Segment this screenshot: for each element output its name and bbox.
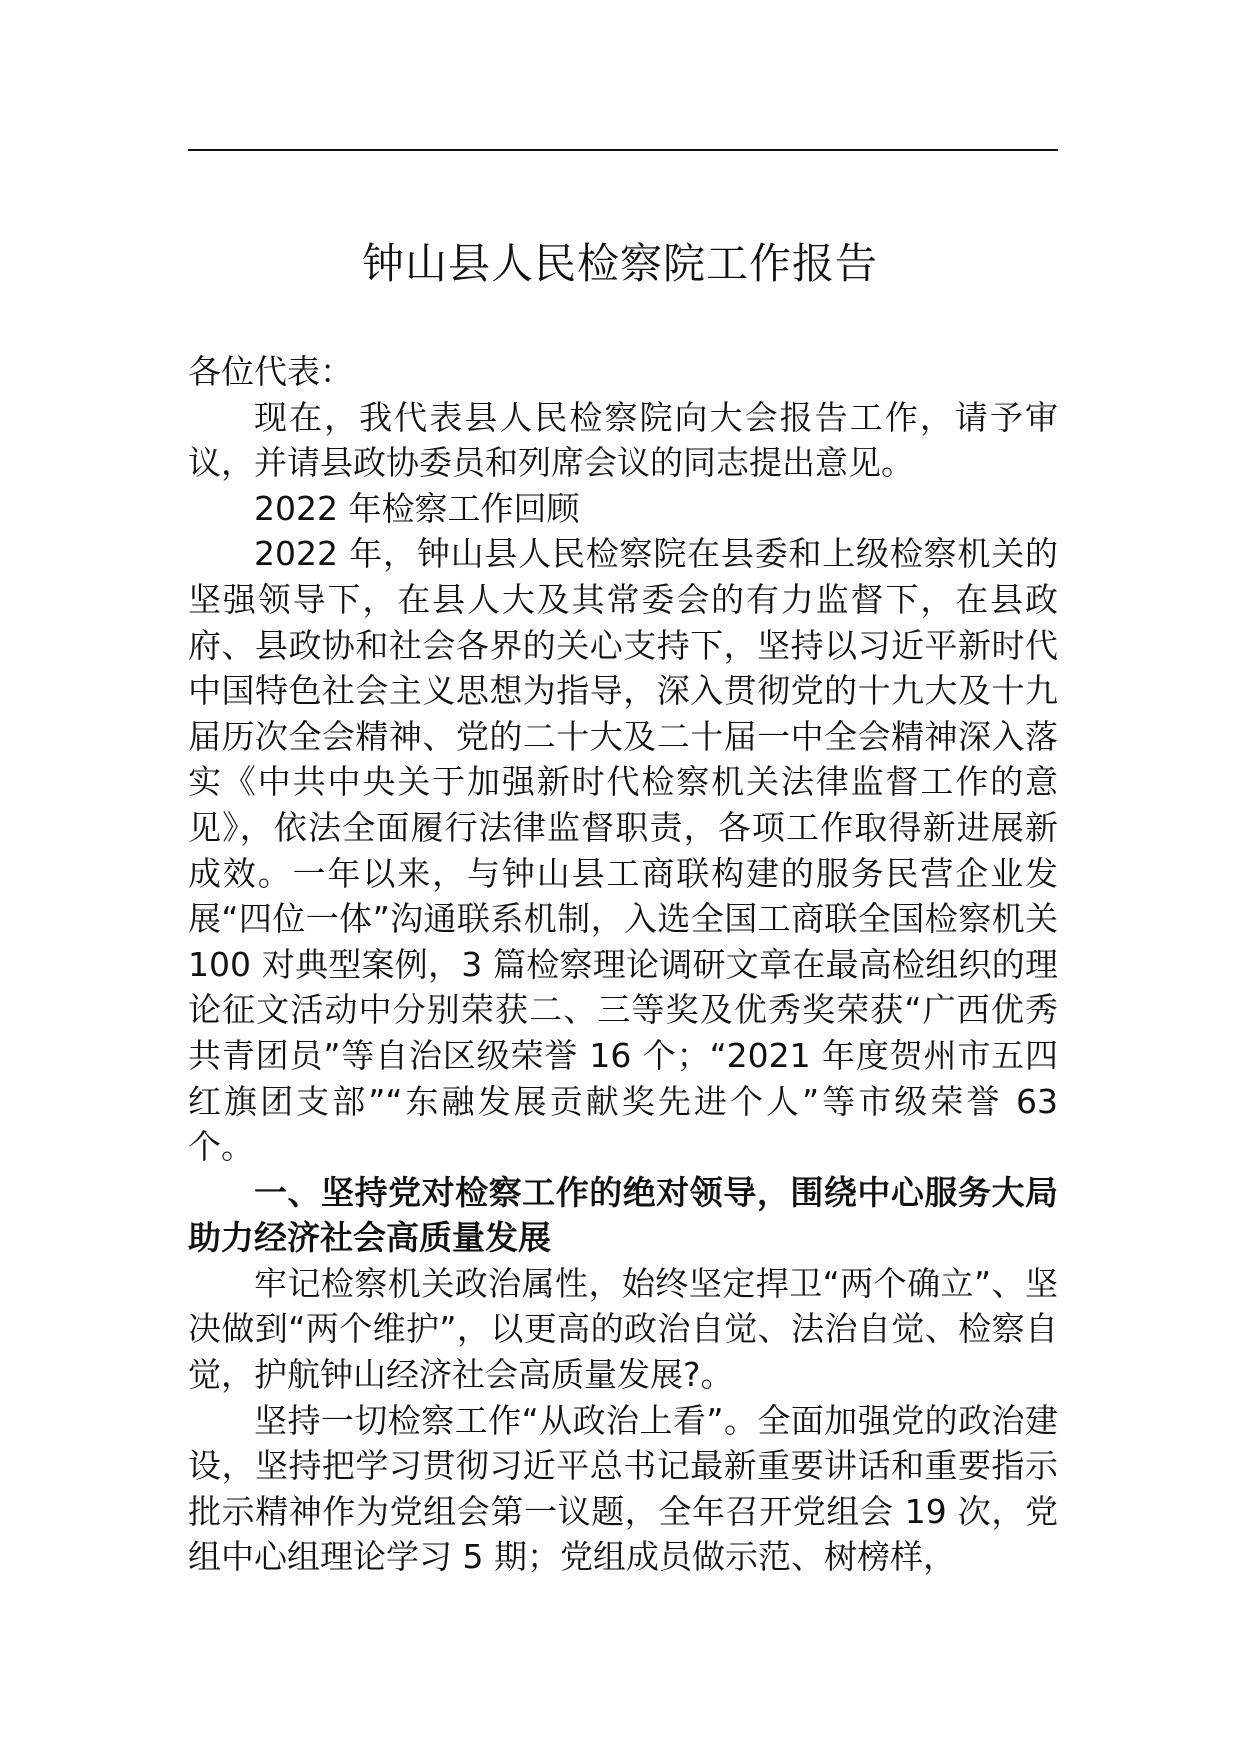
header-rule: [188, 149, 1058, 151]
opening-paragraph: 现在，我代表县人民检察院向大会报告工作，请予审议，并请县政协委员和列席会议的同志提出意见。: [188, 397, 1058, 483]
document-body: [188, 349, 1058, 1580]
section-heading-one: 一、坚持党对检察工作的绝对领导，围绕中心服务大局助力经济社会高质量发展: [188, 1172, 1058, 1258]
salutation: 各位代表：: [188, 352, 353, 391]
document-title: 钟山县人民检察院工作报告: [361, 239, 878, 288]
section-heading-review: 2022 年检察工作回顾: [254, 488, 580, 528]
politics-first-paragraph: 坚持一切检察工作“从政治上看”。全面加强党的政治建设，坚持把学习贯彻习近平总书记最新重要讲话和重要指示批示精神作为党组会第一议题，全年召开党组会 19 次，党组中心组理论学习 5 期；党组成员做示范、树榜样，: [188, 1400, 1058, 1577]
political-attribute-paragraph: 牢记检察机关政治属性，始终坚定捍卫“两个确立”、坚决做到“两个维护”，以更高的政治自觉、法治自觉、检察自觉，护航钟山经济社会高质量发展?。: [188, 1263, 1058, 1395]
review-paragraph: 2022 年，钟山县人民检察院在县委和上级检察机关的坚强领导下，在县人大及其常委会的有力监督下，在县政府、县政协和社会各界的关心支持下，坚持以习近平新时代中国特色社会主义思想为指导，深入贯彻党的十九大及十九届历次全会精神、党的二十大及二十届一中全会精神深入落实《中共中央关于加强新时代检察机关法律监督工作的意见》，依法全面履行法律监督职责，各项工作取得新进展新成效。一年以来，与钟山县工商联构建的服务民营企业发展“四位一体”沟通联系机制，入选全国工商联全国检察机关 100 对典型案例，3 篇检察理论调研文章在最高检组织的理论征文活动中分别荣获二、三等奖及优秀奖荣获“广西优秀共青团员”等自治区级荣誉 16 个；“2021 年度贺州市五四红旗团支部”“东融发展贡献奖先进个人”等市级荣誉 63 个。: [188, 534, 1058, 1167]
